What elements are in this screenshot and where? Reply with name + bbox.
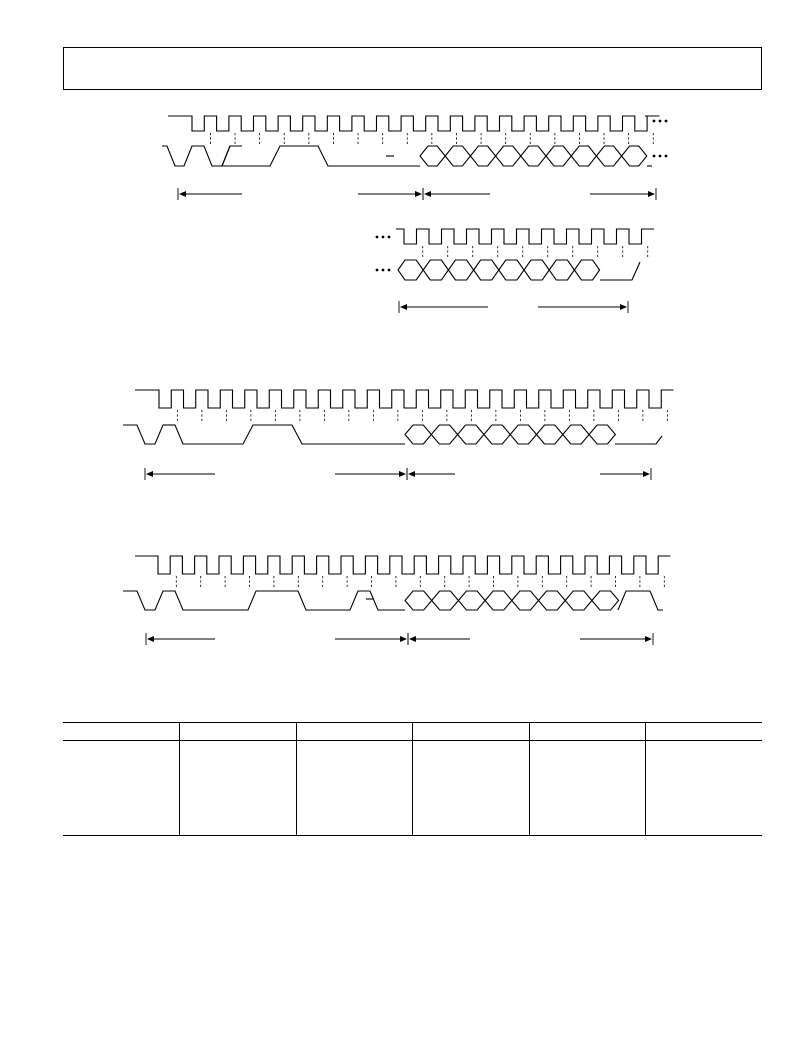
data-bit-eye (510, 425, 536, 444)
clock-waveform (135, 556, 670, 574)
clock-waveform (168, 116, 659, 131)
data-tail (615, 436, 662, 444)
table-header-cell (63, 723, 180, 741)
timing-figure-a (162, 116, 667, 200)
arrowhead-right (620, 304, 627, 310)
data-bit-eye (485, 591, 512, 610)
arrowhead-left (146, 471, 153, 477)
pin-table (63, 722, 762, 836)
ellipsis-dot (376, 269, 379, 272)
ellipsis-dot (382, 269, 385, 272)
data-bit-eye (546, 146, 571, 166)
table-header-cell (413, 723, 530, 741)
data-bit-eye (431, 425, 457, 444)
timing-figure-b (376, 229, 654, 313)
table-cell (63, 741, 180, 836)
data-bit-eye (565, 591, 592, 610)
data-bit-eye (458, 425, 484, 444)
data-tail (618, 591, 663, 610)
timing-figure-c (123, 390, 674, 480)
ellipsis-dot (653, 155, 656, 158)
ellipsis-dot (388, 236, 391, 239)
data-bit-eye (589, 425, 615, 444)
table-row (63, 741, 762, 836)
data-bit-eye (405, 591, 432, 610)
arrowhead-right (399, 471, 406, 477)
data-bit-eye (420, 146, 445, 166)
data-waveform-address (123, 591, 405, 610)
data-bit-eye (432, 591, 459, 610)
data-bit-eye (448, 260, 473, 280)
table-header-cell (296, 723, 413, 741)
data-bit-eye (596, 146, 621, 166)
ellipsis-dot (659, 155, 662, 158)
ellipsis-dot (665, 155, 668, 158)
arrowhead-right (645, 636, 652, 642)
timing-figure-d (123, 556, 670, 645)
arrowhead-right (400, 636, 407, 642)
data-tail (600, 262, 640, 280)
arrowhead-left (424, 191, 431, 197)
data-bit-eye (574, 260, 599, 280)
table-cell (529, 741, 646, 836)
data-bit-eye (549, 260, 574, 280)
data-waveform-address (123, 425, 405, 444)
data-bit-eye (622, 146, 647, 166)
data-bit-eye (563, 425, 589, 444)
ellipsis-dot (659, 120, 662, 123)
table-cell (296, 741, 413, 836)
arrowhead-left (408, 471, 415, 477)
data-bit-eye (592, 591, 619, 610)
arrowhead-right (415, 191, 422, 197)
table-header-row (63, 723, 762, 741)
table-cell (646, 741, 763, 836)
data-bit-eye (524, 260, 549, 280)
ellipsis-dot (665, 120, 668, 123)
ellipsis-dot (388, 269, 391, 272)
arrowhead-left (147, 636, 154, 642)
ellipsis-dot (376, 236, 379, 239)
data-bit-eye (423, 260, 448, 280)
data-bit-eye (521, 146, 546, 166)
data-bit-eye (470, 146, 495, 166)
data-bit-eye (499, 260, 524, 280)
table-cell (180, 741, 297, 836)
arrowhead-left (409, 636, 416, 642)
data-bit-eye (539, 591, 566, 610)
data-bit-eye (474, 260, 499, 280)
data-bit-eye (398, 260, 423, 280)
data-bit-eye (484, 425, 510, 444)
table-header-cell (180, 723, 297, 741)
table-header-cell (529, 723, 646, 741)
data-bit-eye (445, 146, 470, 166)
data-bit-eye (405, 425, 431, 444)
ellipsis-dot (382, 236, 385, 239)
arrowhead-right (643, 471, 650, 477)
arrowhead-left (179, 191, 186, 197)
data-bit-eye (571, 146, 596, 166)
data-bit-eye (512, 591, 539, 610)
table-header-cell (646, 723, 763, 741)
clock-waveform (396, 229, 654, 244)
data-waveform-start (162, 146, 242, 166)
clock-waveform (135, 390, 674, 408)
arrowhead-right (648, 191, 655, 197)
pin-table-container (63, 722, 762, 836)
ellipsis-dot (653, 120, 656, 123)
data-bit-eye (496, 146, 521, 166)
table-cell (413, 741, 530, 836)
data-bit-eye (537, 425, 563, 444)
arrowhead-left (400, 304, 407, 310)
data-bit-eye (458, 591, 485, 610)
